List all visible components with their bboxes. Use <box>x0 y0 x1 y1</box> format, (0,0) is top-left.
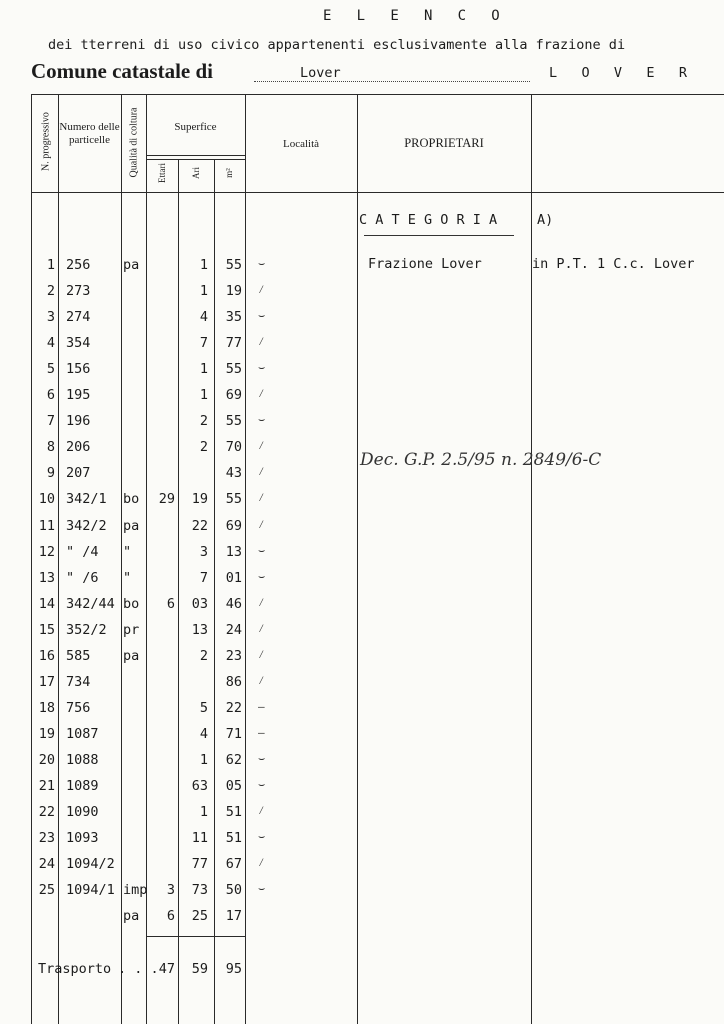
row-n-progressivo: 7 <box>46 413 55 429</box>
category-underline <box>364 235 514 236</box>
row-n-progressivo: 20 <box>38 752 55 768</box>
check-mark-icon: ⁄ <box>258 518 265 531</box>
row-m2: 24 <box>225 622 242 638</box>
row-ari: 4 <box>199 309 208 325</box>
check-mark-icon: ⁄ <box>258 648 265 661</box>
row-qualita: " <box>123 570 132 586</box>
row-qualita: pa <box>123 518 140 534</box>
row-particella: 342/1 <box>66 491 107 507</box>
col-line-ett <box>178 160 179 1024</box>
row-ari: 25 <box>191 908 208 924</box>
check-mark-icon: — <box>258 726 265 739</box>
subtotal-rule <box>146 936 246 937</box>
row-particella: 1090 <box>66 804 99 820</box>
trasporto-ari: 59 <box>191 961 208 977</box>
check-mark-icon: ⁄ <box>258 674 265 687</box>
row-qualita: pa <box>123 257 140 273</box>
row-n-progressivo: 5 <box>46 361 55 377</box>
check-mark-icon: ⁄ <box>258 856 265 869</box>
row-ari: 63 <box>191 778 208 794</box>
trasporto-ettari: 47 <box>158 961 175 977</box>
row-qualita: imp <box>123 882 148 898</box>
row-ettari: 6 <box>166 596 175 612</box>
owner-pt: in P.T. 1 C.c. Lover <box>532 256 695 272</box>
col-line-part <box>121 94 122 1024</box>
col-line-localita <box>357 94 358 1024</box>
row-n-progressivo: 17 <box>38 674 55 690</box>
row-n-progressivo: 8 <box>46 439 55 455</box>
row-n-progressivo: 1 <box>46 257 55 273</box>
row-qualita: pr <box>123 622 140 638</box>
header-localita: Località <box>282 138 320 150</box>
row-m2: 55 <box>225 257 242 273</box>
row-n-progressivo: 2 <box>46 283 55 299</box>
row-n-progressivo: 23 <box>38 830 55 846</box>
row-m2: 35 <box>225 309 242 325</box>
check-mark-icon: ⁄ <box>258 491 265 504</box>
row-ettari: 6 <box>166 908 175 924</box>
check-mark-icon: ⌣ <box>258 413 266 426</box>
row-ari: 13 <box>191 622 208 638</box>
row-n-progressivo: 16 <box>38 648 55 664</box>
row-particella: 273 <box>66 283 91 299</box>
row-m2: 70 <box>225 439 242 455</box>
row-n-progressivo: 6 <box>46 387 55 403</box>
check-mark-icon: ⌣ <box>258 257 266 270</box>
row-m2: 46 <box>225 596 242 612</box>
row-ari: 1 <box>199 257 208 273</box>
row-qualita: bo <box>123 491 140 507</box>
row-particella: 734 <box>66 674 91 690</box>
row-m2: 51 <box>225 804 242 820</box>
check-mark-icon: ⌣ <box>258 830 266 843</box>
row-ettari: 29 <box>158 491 175 507</box>
check-mark-icon: ⁄ <box>258 283 265 296</box>
row-particella: " /4 <box>66 544 99 560</box>
row-ari: 4 <box>199 726 208 742</box>
row-ari: 03 <box>191 596 208 612</box>
row-particella: 256 <box>66 257 91 273</box>
row-n-progressivo: 11 <box>38 518 55 534</box>
comune-value: Lover <box>300 65 341 81</box>
header-n-progressivo: N. progressivo <box>40 112 52 171</box>
row-n-progressivo: 10 <box>38 491 55 507</box>
col-line-n <box>58 94 59 1024</box>
row-particella: 1094/1 <box>66 882 115 898</box>
row-particella: 756 <box>66 700 91 716</box>
header-numero-particelle: Numero delle particelle <box>59 121 120 146</box>
row-m2: 51 <box>225 830 242 846</box>
check-mark-icon: ⁄ <box>258 387 265 400</box>
row-qualita: pa <box>123 648 140 664</box>
row-m2: 62 <box>225 752 242 768</box>
row-m2: 05 <box>225 778 242 794</box>
category-label: C A T E G O R I A <box>359 212 498 228</box>
row-m2: 17 <box>225 908 242 924</box>
row-m2: 71 <box>225 726 242 742</box>
row-m2: 01 <box>225 570 242 586</box>
row-ari: 5 <box>199 700 208 716</box>
trasporto-m2: 95 <box>225 961 242 977</box>
row-m2: 23 <box>225 648 242 664</box>
col-line-m2 <box>245 94 246 1024</box>
row-ari: 2 <box>199 439 208 455</box>
row-m2: 86 <box>225 674 242 690</box>
row-ari: 2 <box>199 413 208 429</box>
row-particella: 342/44 <box>66 596 115 612</box>
row-ettari: 3 <box>166 882 175 898</box>
row-particella: 354 <box>66 335 91 351</box>
handwritten-note: Dec. G.P. 2.5/95 n. 2849/6-C <box>360 450 602 470</box>
check-mark-icon: ⁄ <box>258 596 265 609</box>
row-ari: 7 <box>199 335 208 351</box>
trasporto-dots: . . . <box>118 961 159 977</box>
header-superfice: Superfice <box>174 121 217 133</box>
row-qualita: " <box>123 544 132 560</box>
check-mark-icon: ⌣ <box>258 309 266 322</box>
row-ari: 3 <box>199 544 208 560</box>
row-particella: 342/2 <box>66 518 107 534</box>
row-n-progressivo: 14 <box>38 596 55 612</box>
row-particella: " /6 <box>66 570 99 586</box>
row-particella: 207 <box>66 465 91 481</box>
row-ari: 19 <box>191 491 208 507</box>
row-particella: 1088 <box>66 752 99 768</box>
row-m2: 13 <box>225 544 242 560</box>
row-n-progressivo: 21 <box>38 778 55 794</box>
row-n-progressivo: 3 <box>46 309 55 325</box>
check-mark-icon: ⁄ <box>258 622 265 635</box>
row-ari: 11 <box>191 830 208 846</box>
check-mark-icon: ⌣ <box>258 778 266 791</box>
row-ari: 77 <box>191 856 208 872</box>
header-qualita: Qualità di coltura <box>128 107 140 178</box>
check-mark-icon: ⌣ <box>258 361 266 374</box>
row-n-progressivo: 19 <box>38 726 55 742</box>
row-particella: 585 <box>66 648 91 664</box>
frazione-value: L O V E R <box>549 65 696 81</box>
row-particella: 352/2 <box>66 622 107 638</box>
row-m2: 55 <box>225 491 242 507</box>
header-ettari: Ettari <box>157 163 167 183</box>
row-m2: 55 <box>225 361 242 377</box>
check-mark-icon: ⁄ <box>258 465 265 478</box>
row-m2: 77 <box>225 335 242 351</box>
row-ari: 2 <box>199 648 208 664</box>
row-m2: 22 <box>225 700 242 716</box>
row-m2: 19 <box>225 283 242 299</box>
check-mark-icon: ⌣ <box>258 752 266 765</box>
owner-name: Frazione Lover <box>368 256 482 272</box>
col-line-proprietari <box>531 94 532 1024</box>
check-mark-icon: ⌣ <box>258 544 266 557</box>
row-m2: 50 <box>225 882 242 898</box>
row-ari: 7 <box>199 570 208 586</box>
header-proprietari: PROPRIETARI <box>404 136 484 150</box>
header-m2: m² <box>224 168 234 178</box>
check-mark-icon: ⁄ <box>258 335 265 348</box>
row-particella: 1089 <box>66 778 99 794</box>
row-n-progressivo: 18 <box>38 700 55 716</box>
row-m2: 55 <box>225 413 242 429</box>
category-value: A) <box>537 212 554 228</box>
row-particella: 1087 <box>66 726 99 742</box>
row-particella: 196 <box>66 413 91 429</box>
row-n-progressivo: 4 <box>46 335 55 351</box>
document-title: E L E N C O <box>323 8 509 24</box>
comune-dotted-line <box>254 81 530 82</box>
row-m2: 67 <box>225 856 242 872</box>
check-mark-icon: ⌣ <box>258 882 266 895</box>
header-ari: Ari <box>191 167 201 179</box>
row-n-progressivo: 9 <box>46 465 55 481</box>
row-n-progressivo: 12 <box>38 544 55 560</box>
check-mark-icon: ⁄ <box>258 804 265 817</box>
row-m2: 69 <box>225 387 242 403</box>
row-n-progressivo: 24 <box>38 856 55 872</box>
row-ari: 1 <box>199 804 208 820</box>
document-subtitle: dei tterreni di uso civico appartenenti esclusivamente alla frazione di <box>48 37 626 53</box>
row-particella: 1093 <box>66 830 99 846</box>
row-ari: 22 <box>191 518 208 534</box>
row-ari: 73 <box>191 882 208 898</box>
row-qualita: bo <box>123 596 140 612</box>
row-particella: 274 <box>66 309 91 325</box>
trasporto-label: Trasporto <box>38 961 112 977</box>
check-mark-icon: — <box>258 700 265 713</box>
row-ari: 1 <box>199 752 208 768</box>
row-n-progressivo: 15 <box>38 622 55 638</box>
check-mark-icon: ⌣ <box>258 570 266 583</box>
check-mark-icon: ⁄ <box>258 439 265 452</box>
row-particella: 156 <box>66 361 91 377</box>
row-ari: 1 <box>199 387 208 403</box>
row-n-progressivo: 25 <box>38 882 55 898</box>
row-particella: 206 <box>66 439 91 455</box>
row-particella: 195 <box>66 387 91 403</box>
row-n-progressivo: 13 <box>38 570 55 586</box>
row-qualita: pa <box>123 908 140 924</box>
row-ari: 1 <box>199 361 208 377</box>
row-n-progressivo: 22 <box>38 804 55 820</box>
row-particella: 1094/2 <box>66 856 115 872</box>
row-m2: 69 <box>225 518 242 534</box>
comune-label: Comune catastale di <box>31 59 213 83</box>
row-m2: 43 <box>225 465 242 481</box>
row-ari: 1 <box>199 283 208 299</box>
